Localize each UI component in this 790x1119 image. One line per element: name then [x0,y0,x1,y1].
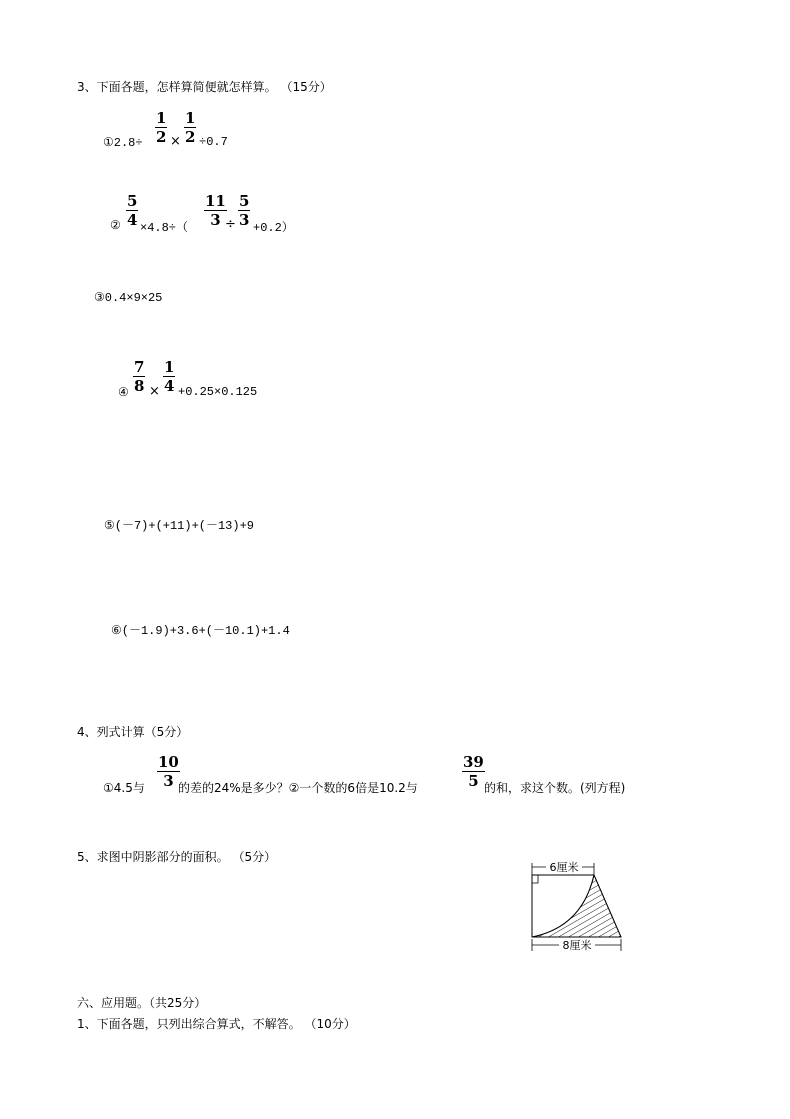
fraction: 7 8 [134,358,145,395]
times-op: × [149,384,160,399]
fraction: 39 5 [463,753,484,790]
fraction: 1 4 [164,358,175,395]
item1-post: ÷0.7 [199,135,228,149]
q6-title: 六、应用题。（共25分） [77,996,207,1010]
q3-item-6: ⑥(－1.9)+3.6+(－10.1)+1.4 [111,624,290,638]
fraction: 11 3 [205,192,226,229]
item2-pre: ② [110,219,121,233]
bottom-label: 8厘米 [562,939,592,952]
q3-item-3: ③0.4×9×25 [94,291,163,305]
q4-part1-pre: ①4.5与 [103,781,145,795]
right-angle-mark [532,875,538,883]
q4-part1-mid: 的差的24%是多少？②一个数的6倍是10.2与 [178,781,418,795]
trapezoid-diagram [520,855,630,955]
shaded-area-figure [520,855,630,955]
item2-mid: ×4.8÷（ [140,221,189,235]
times-op: × [170,134,181,149]
fraction: 10 3 [158,753,179,790]
item4-post: +0.25×0.125 [178,385,258,399]
fraction: 1 2 [156,109,167,146]
q4-part1-post: 的和，求这个数。(列方程) [484,781,626,795]
divide-op: ÷ [225,217,236,232]
fraction: 5 3 [239,192,250,229]
item1-pre: ①2.8÷ [103,136,143,150]
item2-post: +0.2） [253,221,294,235]
item4-pre: ④ [118,386,129,400]
q4-title: 4、列式计算（5分） [77,725,189,739]
fraction: 5 4 [127,192,138,229]
q3-item-5: ⑤(－7)+(+11)+(－13)+9 [104,519,254,533]
top-label: 6厘米 [549,861,579,874]
fraction: 1 2 [185,109,196,146]
q6-sub: 1、下面各题，只列出综合算式，不解答。 （10分） [77,1017,356,1031]
q3-title: 3、下面各题，怎样算简便就怎样算。 （15分） [77,80,332,94]
q5-title: 5、求图中阴影部分的面积。 （5分） [77,850,277,864]
